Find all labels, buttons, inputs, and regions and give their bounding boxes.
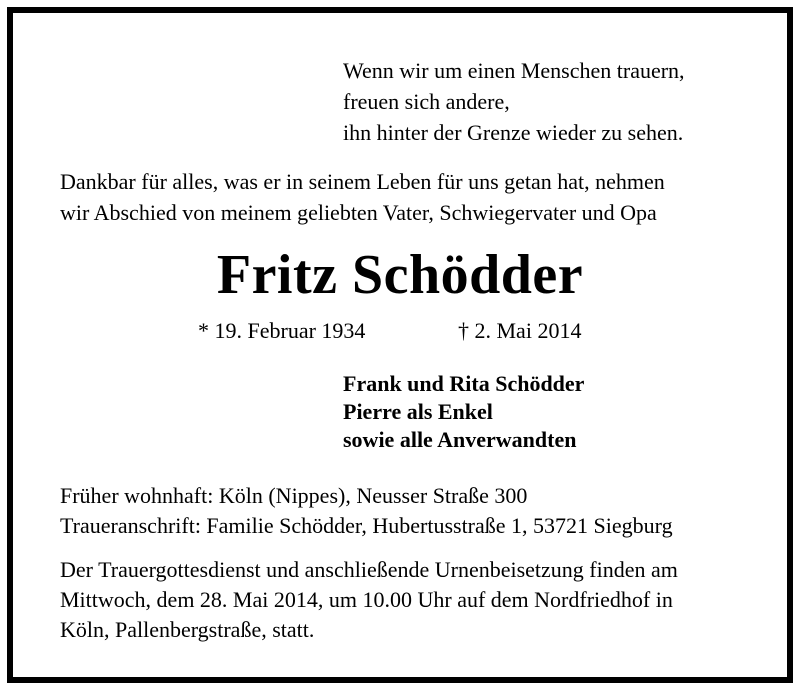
- death-date: † 2. Mai 2014: [458, 318, 582, 343]
- mourning-address: Traueranschrift: Familie Schödder, Hubertusstraße 1, 53721 Siegburg: [60, 513, 673, 538]
- former-address: Früher wohnhaft: Köln (Nippes), Neusser Straße 300: [60, 483, 528, 508]
- obituary-notice: [7, 7, 793, 683]
- service-line-2: Mittwoch, dem 28. Mai 2014, um 10.00 Uhr auf dem Nordfriedhof in: [60, 587, 673, 612]
- service-line-3: Köln, Pallenbergstraße, statt.: [60, 617, 315, 642]
- poem-line-2: freuen sich andere,: [343, 89, 510, 114]
- intro-line-1: Dankbar für alles, was er in seinem Leben für uns getan hat, nehmen: [60, 169, 665, 194]
- mourner-line-3: sowie alle Anverwandten: [343, 427, 577, 452]
- mourner-line-1: Frank und Rita Schödder: [343, 371, 585, 396]
- birth-date: * 19. Februar 1934: [198, 318, 366, 343]
- poem-line-3: ihn hinter der Grenze wieder zu sehen.: [343, 120, 684, 145]
- service-line-1: Der Trauergottesdienst und anschließende Urnenbeisetzung finden am: [60, 557, 678, 582]
- poem-line-1: Wenn wir um einen Menschen trauern,: [343, 58, 685, 83]
- intro-line-2: wir Abschied von meinem geliebten Vater, Schwiegervater und Opa: [60, 200, 657, 225]
- mourner-line-2: Pierre als Enkel: [343, 399, 493, 424]
- deceased-name: Fritz Schödder: [216, 244, 584, 306]
